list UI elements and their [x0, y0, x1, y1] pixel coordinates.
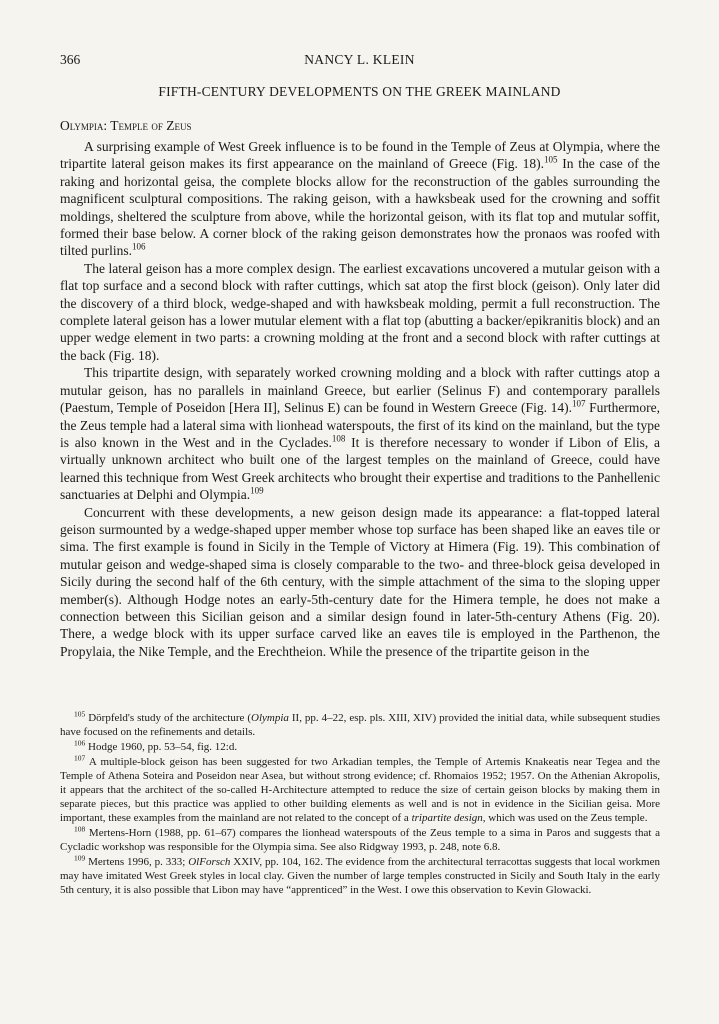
note-reference: 109: [74, 853, 86, 863]
subsection-heading: Olympia: Temple of Zeus: [60, 118, 192, 133]
note-reference: 106: [74, 738, 86, 748]
paragraph: A surprising example of West Greek influence is to be found in the Temple of Zeus at Olympia, where the tripartite lateral geison makes its first appearance on the mainland of Greece (Fig. 18).$^{105}$ In the case of the raking and horizontal geisa, the complete blocks allow for the reconstruction of the gables surrounding the magnificent sculptural compositions. The raking geison, with a hawksbeak used for the crowning and soffit moldings, sheltered the sculpture from above, while the horizontal geison, with its flat top and mutular soffit, formed their base below. A corner block of the raking geison demonstrates how the pronaos was roofed with tilted purlins.$^{106}$: [60, 139, 660, 259]
footnotes: [60, 711, 660, 898]
footnote: $^{106}$ Hodge 1960, pp. 53–54, fig. 12:d.: [74, 738, 238, 753]
page-header: [60, 52, 659, 70]
note-reference: 107: [74, 753, 86, 763]
note-reference: 106: [132, 241, 146, 252]
note-reference: 105: [543, 154, 558, 165]
section-title: FIFTH-CENTURY DEVELOPMENTS ON THE GREEK MAINLAND: [158, 84, 561, 99]
body-text: [60, 138, 660, 660]
note-reference: 108: [331, 433, 346, 444]
note-reference: 107: [571, 398, 586, 409]
italic-text: Olympia: [251, 712, 289, 724]
note-reference: 105: [74, 709, 86, 719]
italic-text: tripartite design,: [411, 812, 486, 824]
footnote: $^{105}$ Dörpfeld's study of the architecture (Olympia II, pp. 4–22, esp. pls. XIII, XIV) provided the initial data, while subsequent studies have focused on the refinements and details.: [60, 709, 661, 738]
paragraph: Concurrent with these developments, a new geison design made its appearance: a flat-topped lateral geison surmounted by a wedge-shaped upper member whose top surface has been shaped like an eaves tile or sima. The first example is found in Sicily in the Temple of Victory at Himera (Fig. 19). This combination of mutular geison and wedge-shaped sima is closely comparable to the two- and three-block geisa developed in Sicily during the second half of the 6th century, with the simple attachment of the sima to the sloping upper member(s). Although Hodge notes an early-5th-century date for the Himera temple, he does not make a connection between this Sicilian geison and a similar design found in later-5th-century Athens (Fig. 20). There, a wedge block with its upper surface carved like an eaves tile is employed in the Parthenon, the Propylaia, the Nike Temple, and the Erechtheion. While the presence of the tripartite geison in the: [60, 504, 660, 659]
footnote: $^{107}$ A multiple-block geison has been suggested for two Arkadian temples, the Temple of Artemis Knakeatis near Tegea and the Temple of Athena Soteira and Poseidon near Asea, but without strong evidence; cf. Rhomaios 1952; 1957. On the Athenian Akropolis, it appears that the architect of the so-called H-Architecture attempted to reduce the size of certain geison blocks by making them in separate pieces, but this practice was applied to other building elements as well and is not in evidence in the Sicilian geisa. More important, these examples from the mainland are not related to the concept of a tripartite design, which was used on the Zeus temple.: [60, 753, 660, 824]
italic-text: OlForsch: [188, 856, 231, 868]
paragraph: The lateral geison has a more complex design. The earliest excavations uncovered a mutular geison with a flat top surface and a second block with rafter cuttings, which sat atop the first block (geison). Only later did the discovery of a third block, wedge-shaped and with hawksbeak molding, permit a full reconstruction. The complete lateral geison has a lower mutular element with a flat top (abutting a backer/epikranitis block) and an upper wedge element in two parts: a crowning molding at the front and a second block with rafter cuttings at the back (Fig. 18).: [60, 260, 660, 363]
paragraph: This tripartite design, with separately worked crowning molding and a block with rafter cuttings atop a mutular geison, has no parallels in mainland Greece, but earlier (Selinus F) and contemporary parallels (Paestum, Temple of Poseidon [Hera II], Selinus E) can be found in Western Greece (Fig. 14).$^{107}$ Furthermore, the Zeus temple had a lateral sima with lionhead waterspouts, the first of its kind on the mainland, but the type is also known in the West and in the Cyclades.$^{108}$ It is therefore necessary to wonder if Libon of Elis, a virtually unknown architect who built one of the largest temples on the mainland of Greece, could have learned this technique from West Greek architects who brought their expertise and traditions to the Panhellenic sanctuaries at Delphi and Olympia.$^{109}$: [60, 365, 660, 503]
note-reference: 108: [74, 824, 86, 834]
footnote: $^{108}$ Mertens-Horn (1988, pp. 61–67) compares the lionhead waterspouts of the Zeus temple to a sima in Paros and suggests that a Cycladic workshop was responsible for the Olympia sima. See also Ridgway 1993, p. 248, note 6.8.: [60, 824, 660, 853]
page-number: 366: [60, 52, 81, 67]
footnote: $^{109}$ Mertens 1996, p. 333; OlForsch XXIV, pp. 104, 162. The evidence from the architectural terracottas suggests that local workmen may have imitated West Greek styles in local clay. Given the number of large temples constructed in Sicily and South Italy in the early 5th century, it is also possible that Libon may have “apprenticed” in the West. I owe this observation to Kevin Glowacki.: [60, 853, 660, 896]
note-reference: 109: [250, 485, 264, 496]
running-head: NANCY L. KLEIN: [304, 52, 415, 67]
